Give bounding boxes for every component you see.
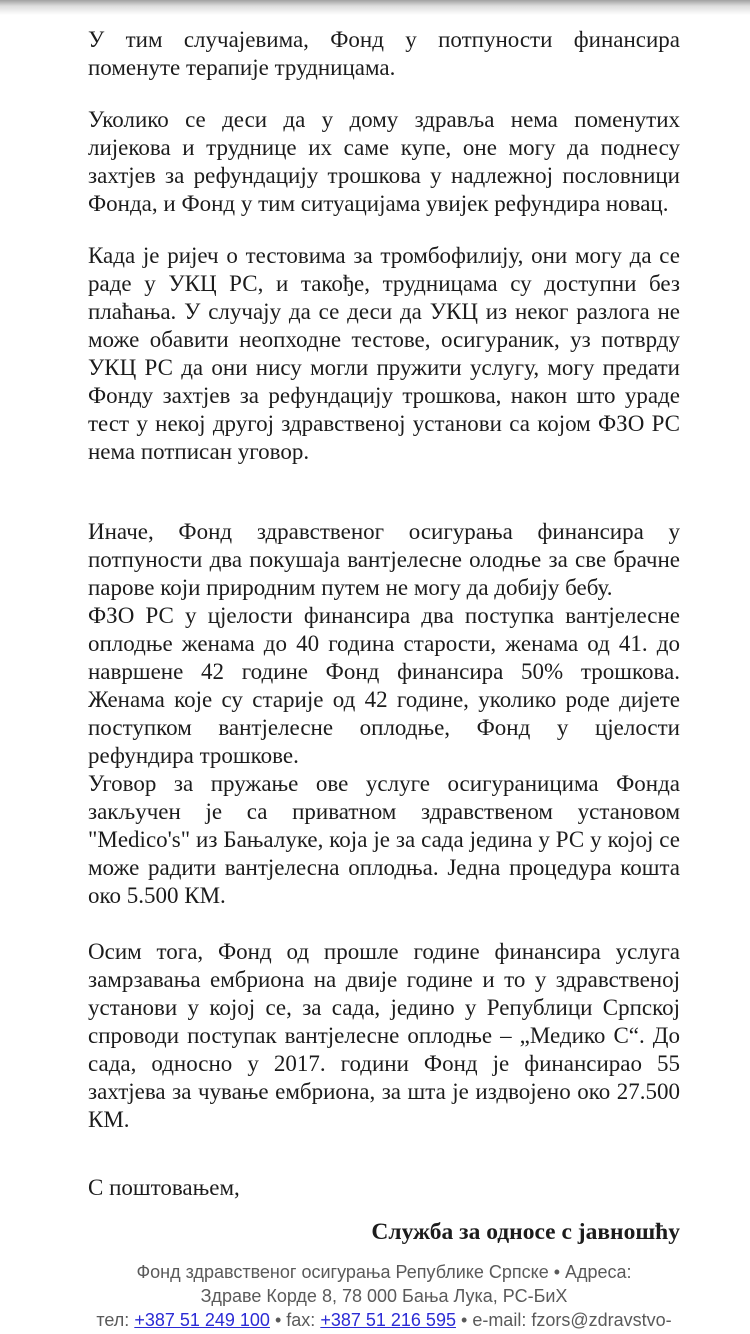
paragraph-embryo-freezing: Осим тога, Фонд од прошле године финансира услуга замрзавања ембриона на двије године и то у здравственој установи у којој се, за сада, једино у Републици Српској спроводи поступак вантјелесне оплодње – „Медико С“. До сада, односно у 2017. години Фонд је финансирао 55 захтјева за чување ембриона, за шта је издвојено око 27.500 КМ. — [88, 939, 680, 1132]
separator-dot-2: • — [460, 1310, 468, 1330]
footer-org-address: Фонд здравственог осигурања Републике Српске • Адреса: Здраве Корде 8, 78 000 Бања Лука, РС-БиХ — [136, 1262, 632, 1306]
email-value: fzors@zdravstvo- — [531, 1310, 672, 1330]
page-footer — [88, 1260, 680, 1332]
paragraph-refund-medicines: Уколико се деси да у дому здравља нема поменутих лијекова и труднице их саме купе, оне могу да поднесу захтјев за рефундацију трошкова у надлежној пословници Фонда, и Фонд у тим ситуацијама увијек рефундира новац. — [88, 107, 680, 216]
footer-contact-line — [88, 1308, 680, 1332]
email-label: e-mail: — [472, 1310, 527, 1330]
signature-public-relations: Служба за односе с јавношћу — [371, 1219, 680, 1245]
separator-dot-1: • — [274, 1310, 282, 1330]
tel-link[interactable]: +387 51 249 100 — [134, 1310, 270, 1330]
paragraph-medicos-contract: Уговор за пружање ове услуге осигураницима Фонда закључен је са приватном здравственом установом "Medico's" из Бањалуке, која је за сада једина у РС у којој се може радити вантјелесна оплодња. Једна процедура кошта око 5.500 КМ. — [88, 771, 680, 908]
tel-label: тел: — [96, 1310, 130, 1330]
paragraph-ivf-age-rules: ФЗО РС у цјелости финансира два поступка вантјелесне оплодње женама до 40 година старости, женама од 41. до навршене 42 године Фонд финансира 50% трошкова. Женама које су старије од 42 године, уколико роде дијете поступком вантјелесне оплодње, Фонд у цјелости рефундира трошкове. — [88, 603, 680, 768]
paragraph-thrombophilia-tests: Када је ријеч о тестовима за тромбофилију, они могу да се раде у УКЦ РС, и такође, трудницама су доступни без плаћања. У случају да се деси да УКЦ из неког разлога не може обавити неопходне тестове, осигураник, уз потврду УКЦ РС да они нису могли пружити услугу, могу предати Фонду захтјев за рефундацију трошкова, након што ураде тест у некој другој здравственој установи са којом ФЗО РС нема потписан уговор. — [88, 243, 680, 464]
paragraph-ivf-funding: Иначе, Фонд здравственог осигурања финансира у потпуности два покушаја вантјелесне олодње за све брачне парове који природним путем не могу да добију бебу. — [88, 519, 680, 600]
fax-label: fax: — [286, 1310, 316, 1330]
paragraph-therapies: У тим случајевима, Фонд у потпуности финансира поменуте терапије трудницама. — [88, 27, 680, 80]
closing-salutation: С поштовањем, — [88, 1175, 240, 1200]
fax-link[interactable]: +387 51 216 595 — [320, 1310, 456, 1330]
